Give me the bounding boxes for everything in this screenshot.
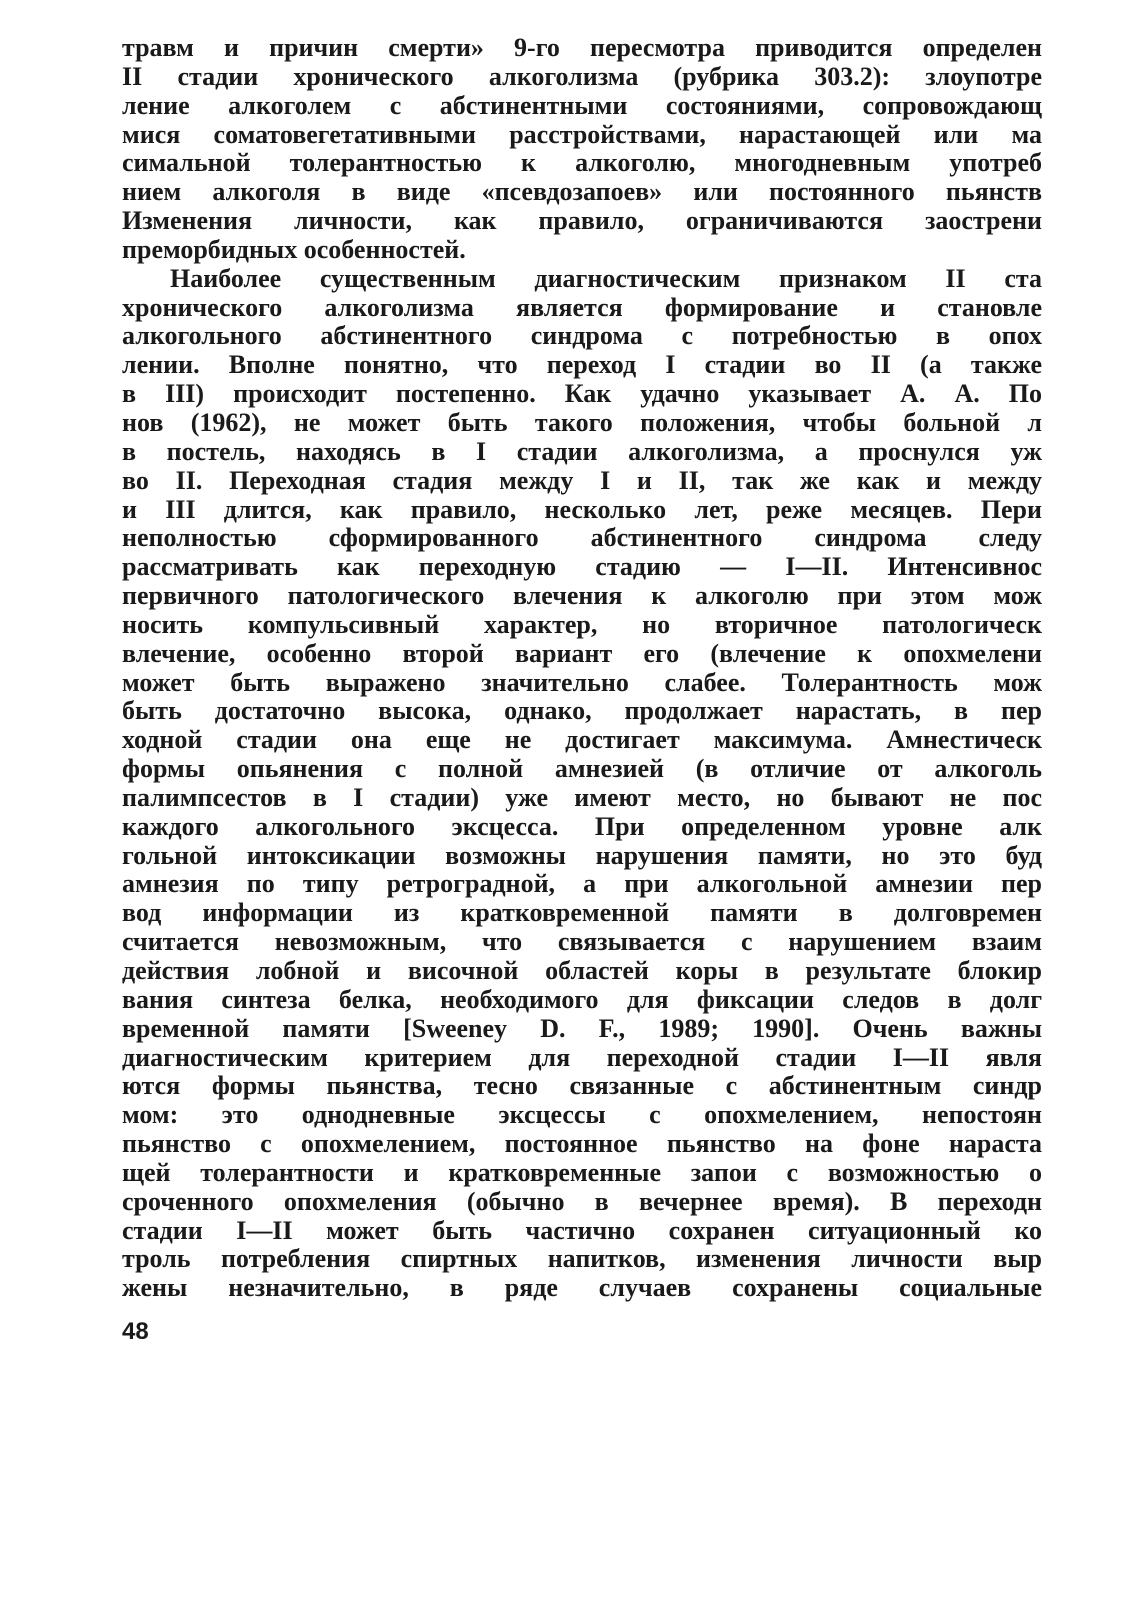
- text-line: ходной стадии она еще не достигает максимума. Амнестическ: [122, 726, 1042, 755]
- text-line: первичного патологического влечения к алкоголю при этом мож: [122, 582, 1042, 611]
- text-line: временной памяти [Sweeney D. F., 1989; 1990]. Очень важны: [122, 1014, 1042, 1043]
- text-line: гольной интоксикации возможны нарушения памяти, но это буд: [122, 841, 1042, 870]
- text-line: палимпсестов в I стадии) уже имеют место, но бывают не пос: [122, 783, 1042, 812]
- text-line: стадии I—II может быть частично сохранен ситуационный ко: [122, 1216, 1042, 1245]
- text-line: может быть выражено значительно слабее. Толерантность мож: [122, 668, 1042, 697]
- text-line: троль потребления спиртных напитков, изменения личности выр: [122, 1245, 1042, 1274]
- text-line: II стадии хронического алкоголизма (рубрика 303.2): злоупотре: [122, 62, 1042, 91]
- text-line: Изменения личности, как правило, ограничиваются заострени: [122, 207, 1042, 236]
- text-line: каждого алкогольного эксцесса. При определенном уровне алк: [122, 812, 1042, 841]
- text-line: диагностическим критерием для переходной стадии I—II явля: [122, 1043, 1042, 1072]
- text-line: травм и причин смерти» 9-го пересмотра приводится определен: [122, 34, 1042, 62]
- text-line: носить компульсивный характер, но вторичное патологическ: [122, 610, 1042, 639]
- text-line: лении. Вполне понятно, что переход I стадии во II (а также: [122, 351, 1042, 380]
- text-line: алкогольного абстинентного синдрома с потребностью в опох: [122, 322, 1042, 351]
- text-line: нов (1962), не может быть такого положения, чтобы больной л: [122, 408, 1042, 437]
- text-line: в постель, находясь в I стадии алкоголизма, а проснулся уж: [122, 437, 1042, 466]
- text-line: и III длится, как правило, несколько лет, реже месяцев. Пери: [122, 495, 1042, 524]
- paragraph: [122, 34, 1042, 265]
- text-line: неполностью сформированного абстинентного синдрома следу: [122, 524, 1042, 553]
- text-line: мом: это однодневные эксцессы с опохмелением, непостоян: [122, 1101, 1042, 1130]
- text-line: щей толерантности и кратковременные запои с возможностью о: [122, 1158, 1042, 1187]
- text-line: действия лобной и височной областей коры в результате блокир: [122, 957, 1042, 985]
- text-line: симальной толерантностью к алкоголю, многодневным употреб: [122, 149, 1042, 178]
- text-line: в III) происходит постепенно. Как удачно указывает А. А. По: [122, 380, 1042, 409]
- text-line: жены незначительно, в ряде случаев сохранены социальные: [122, 1274, 1042, 1303]
- paragraph: [122, 265, 1042, 1303]
- text-line: амнезия по типу ретроградной, а при алкогольной амнезии пер: [122, 870, 1042, 899]
- text-line: быть достаточно высока, однако, продолжает нарастать, в пер: [122, 697, 1042, 726]
- page-number: 48: [122, 1318, 149, 1345]
- text-line: сроченного опохмеления (обычно в вечернее время). В переходн: [122, 1187, 1042, 1216]
- text-line: вод информации из кратковременной памяти в долговремен: [122, 899, 1042, 928]
- text-line: считается невозможным, что связывается с нарушением взаим: [122, 928, 1042, 957]
- text-line: нием алкоголя в виде «псевдозапоев» или постоянного пьянств: [122, 178, 1042, 207]
- text-line: преморбидных особенностей.: [122, 235, 466, 264]
- text-line: вания синтеза белка, необходимого для фиксации следов в долг: [122, 985, 1042, 1014]
- text-line: во II. Переходная стадия между I и II, так же как и между: [122, 466, 1042, 495]
- text-line: хронического алкоголизма является формирование и становле: [122, 293, 1042, 322]
- text-line: влечение, особенно второй вариант его (влечение к опохмелени: [122, 639, 1042, 668]
- text-line: рассматривать как переходную стадию — I—II. Интенсивнос: [122, 553, 1042, 582]
- text-line: Наиболее существенным диагностическим признаком II ста: [170, 264, 1042, 293]
- text-line: ются формы пьянства, тесно связанные с абстинентным синдр: [122, 1072, 1042, 1101]
- text-line: ление алкоголем с абстинентными состояниями, сопровождающ: [122, 91, 1042, 120]
- text-line: пьянство с опохмелением, постоянное пьянство на фоне нараста: [122, 1130, 1042, 1159]
- body-text: [122, 34, 1042, 1303]
- text-line: формы опьянения с полной амнезией (в отличие от алкоголь: [122, 755, 1042, 784]
- text-line: мися соматовегетативными расстройствами, нарастающей или ма: [122, 120, 1042, 149]
